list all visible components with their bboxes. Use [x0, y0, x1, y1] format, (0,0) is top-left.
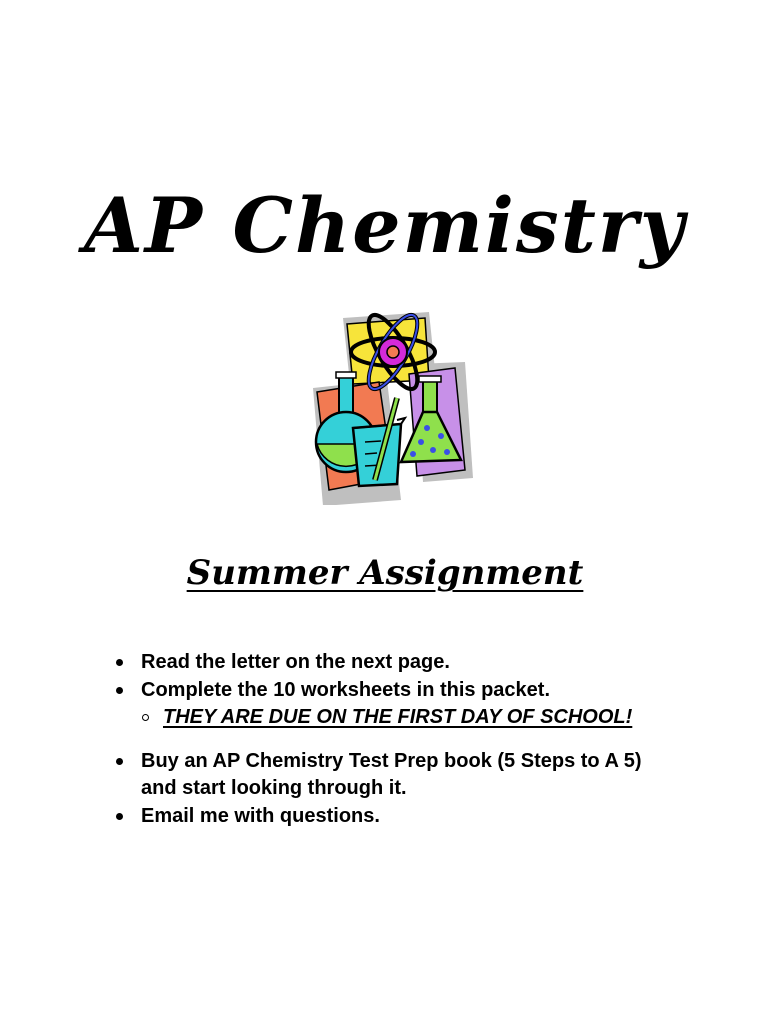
list-item-text: Complete the 10 worksheets in this packet. [141, 678, 551, 701]
due-date-notice: THEY ARE DUE ON THE FIRST DAY OF SCHOOL! [163, 706, 633, 728]
page-title: AP Chemistry [83, 181, 687, 270]
list-item [112, 649, 732, 677]
chemistry-clipart-icon [305, 310, 475, 505]
bullet-icon [116, 687, 123, 694]
bullet-icon [116, 659, 123, 666]
list-item [112, 803, 732, 831]
list-item-text: Buy an AP Chemistry Test Prep book (5 Steps to A 5) [141, 749, 642, 772]
list-item-text-continued: and start looking through it. [141, 777, 407, 799]
list-item-text: Read the letter on the next page. [141, 651, 450, 673]
subtitle-text: Summer Assignment [186, 553, 584, 593]
list-item [112, 677, 732, 705]
sub-list-item [112, 704, 732, 732]
list-item [112, 748, 732, 803]
subtitle-heading [0, 553, 770, 593]
list-spacer [112, 732, 732, 748]
bullet-icon [116, 813, 123, 820]
hollow-bullet-icon [142, 714, 149, 721]
assignment-list [112, 649, 732, 830]
list-item-text: Email me with questions. [141, 804, 380, 827]
bullet-icon [116, 758, 123, 765]
